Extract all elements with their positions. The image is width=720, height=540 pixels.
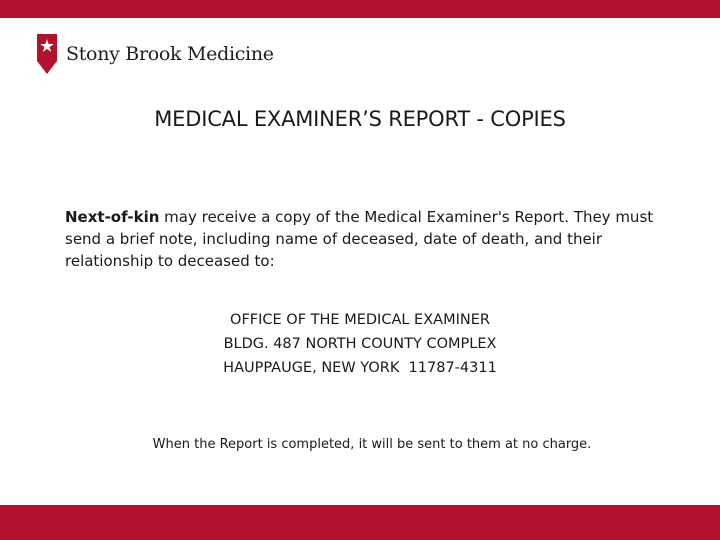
stony-brook-logo [36,33,274,75]
top-brand-bar [0,0,720,18]
shield-star-icon [36,33,58,75]
logo-wordmark: Stony Brook Medicine [66,43,274,65]
address-line-1: OFFICE OF THE MEDICAL EXAMINER [230,312,490,328]
bottom-brand-bar [0,505,720,540]
intro-paragraph [65,206,665,272]
page-title: MEDICAL EXAMINER’S REPORT - COPIES [154,107,566,131]
address-line-2: BLDG. 487 NORTH COUNTY COMPLEX [223,336,497,352]
mailing-address [0,308,720,380]
intro-lead: Next-of-kin [65,208,160,226]
address-line-3: HAUPPAUGE, NEW YORK 11787-4311 [223,360,497,376]
footer-note: When the Report is completed, it will be sent to them at no charge. [152,437,592,452]
intro-body: may receive a copy of the Medical Examiner's Report. They must send a brief note, including name of deceased, date of death, and their relationship to deceased to: [65,208,654,270]
